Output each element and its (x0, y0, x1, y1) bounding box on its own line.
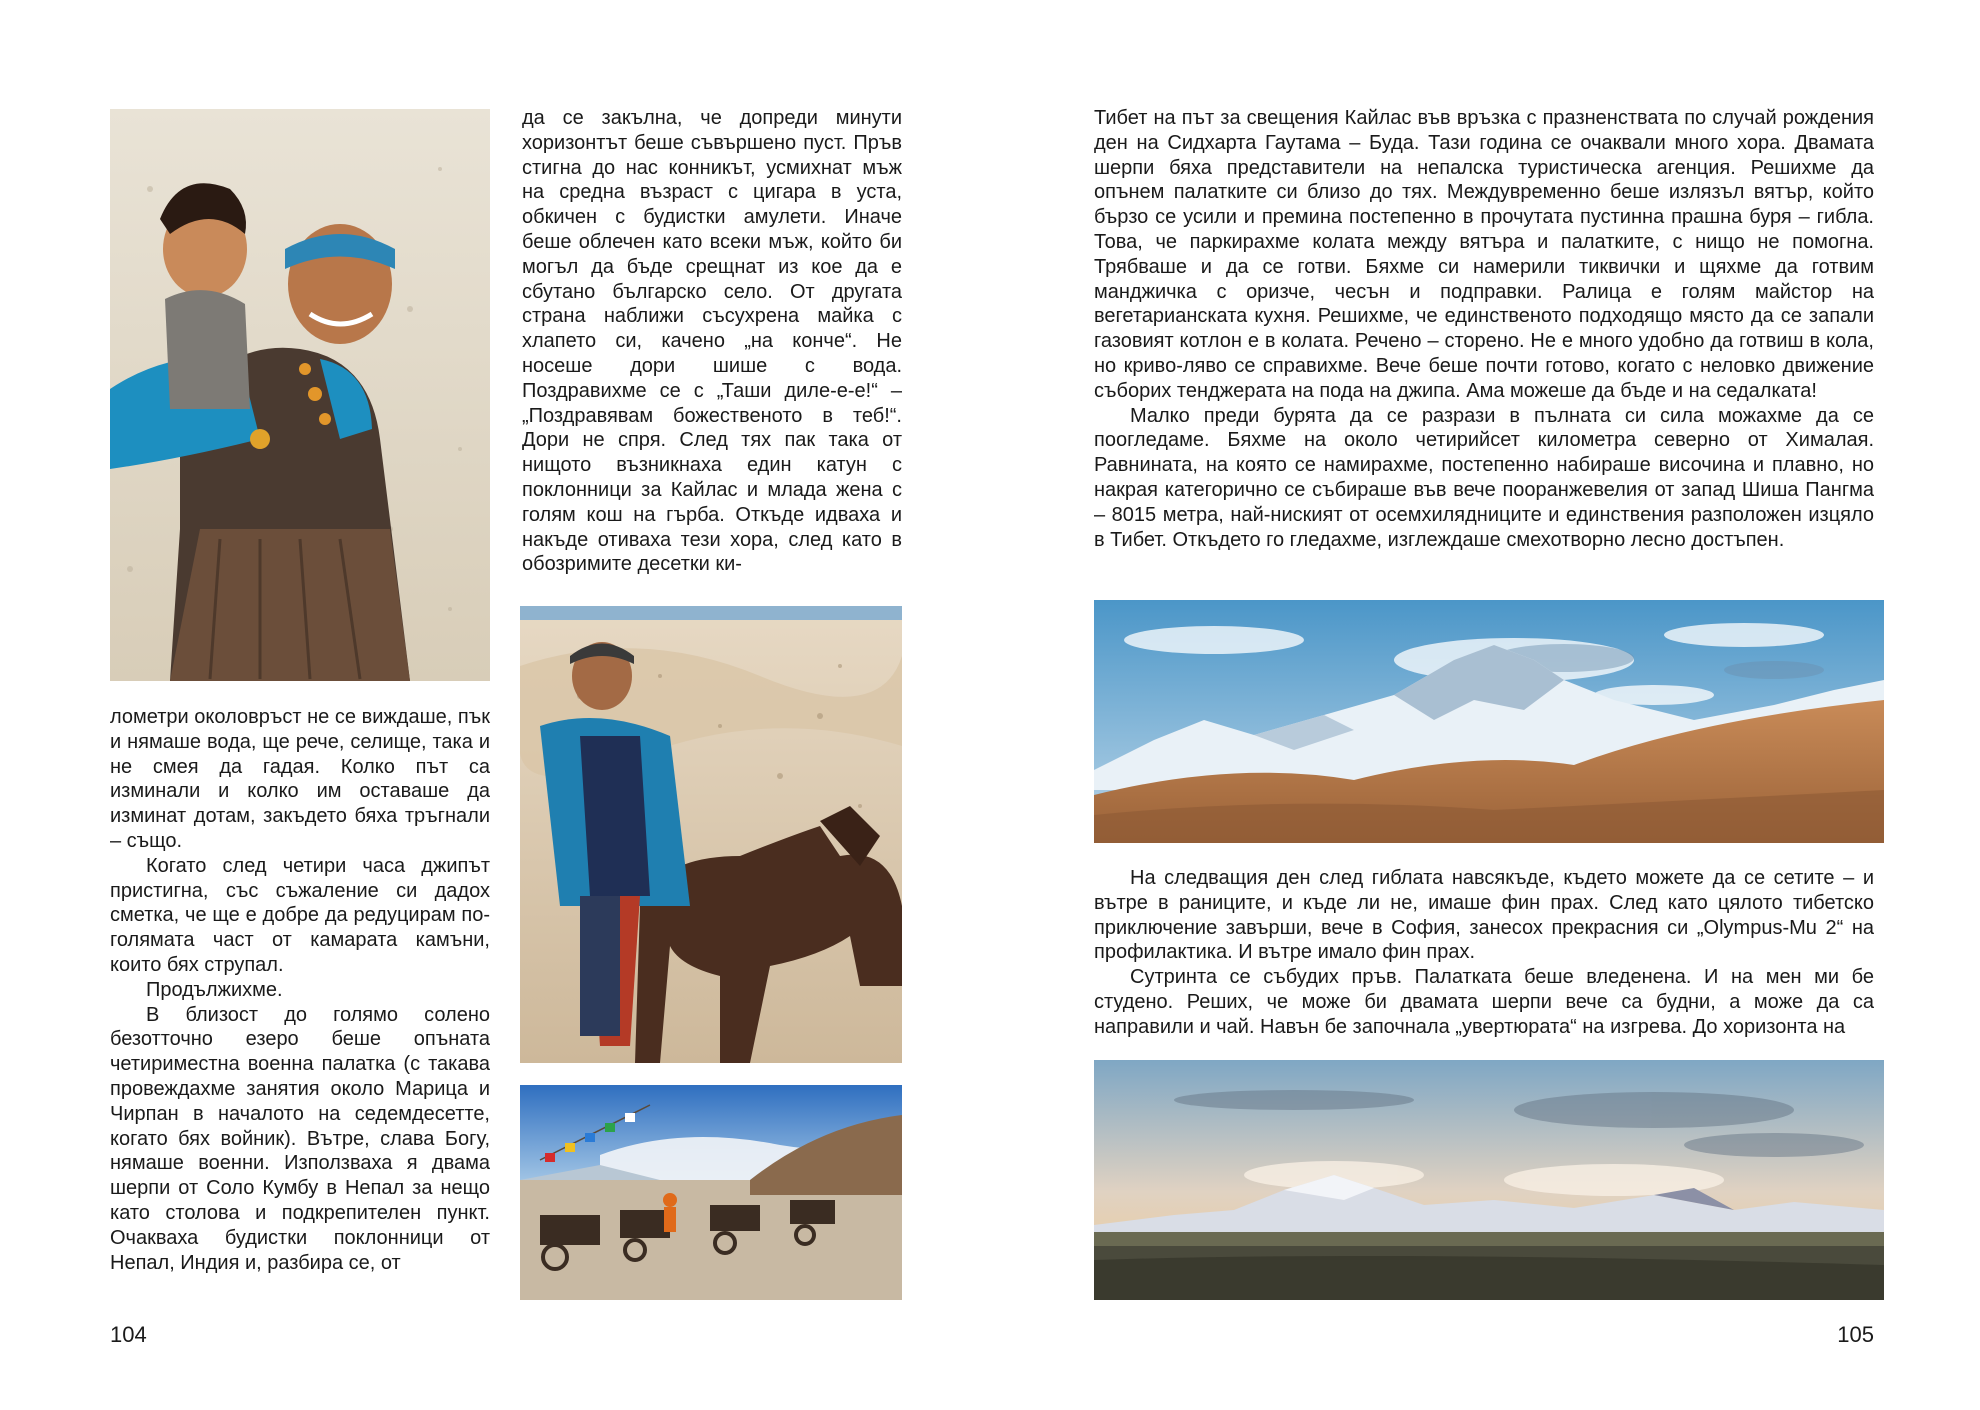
left-col1-paragraph-1: лометри околовръст не се виждаше, пък и нямаше вода, ще рече, селище, така и не смея да гадая. Колко път са изминали и колко им оставаше да изминат дотам, закъдето бяха тръгнали – също. (110, 706, 490, 852)
right-top-paragraph-1: Тибет на път за свещения Кайлас във връзка с празненствата по случай рождения ден на Сидхарта Гаутама – Буда. Тази година се очаквали много хора. Двамата шерпи бяха представители на непалска туристическа агенция. Решихме да опънем палатките си близо до тях. Междувременно беше излязъл вятър, който бързо се усили и премина постепенно в прочутата пустинна прашна буря – гибла. Това, че паркирахме колата между вятъра и палатките, с нищо не помогна. Трябваше и да се готви. Бяхме си намерили тиквички и щяхме да готвим манджичка с оризче, чесън и подправки. Ралица е голям майстор на вегетарианската кухня. Решихме, че единственото подходящо място да се запали газовият котлон е в колата. Речено – сторено. Не е много удобно да готвиш в кола, но криво-ляво се справихме. Вече беше почти готово, когато с неловко движение съборих тенджерата на пода на джипа. Ама можеше да бъде и на седалката! (1094, 107, 1874, 402)
left-col2-text (522, 106, 902, 582)
page-number-left: 104 (110, 1322, 147, 1347)
photo-pilgrim-caravan (520, 1085, 902, 1300)
photo-shisha-pangma (1094, 600, 1884, 843)
right-bottom-paragraph-1: На следващия ден след гиблата навсякъде, където можете да се сетите – и вътре в раниците, и къде ли не, имаше фин прах. След като цялото тибетско приключение завърши, вече в София, занесох прекрасния си „Olympus-Mu 2“ на профилактика. И вътре имало фин прах. (1094, 867, 1874, 964)
photo-horseman (520, 606, 902, 1063)
left-col1-paragraph-4: В близост до голямо солено безотточно езеро беше опъната четириместна военна палатка (с такава провеждахме занятия около Марица и Чирпан в началото на седемдесетте, когато бях войник). Вътре, слава Богу, нямаше военни. Използваха я двама шерпи от Соло Кумбу в Непал за нещо като столова и подкрепителен пункт. Очакваха будистки поклонници от Непал, Индия и, разбира се, от (110, 1003, 490, 1274)
left-col1-text (110, 705, 490, 1305)
right-page (990, 0, 1980, 1410)
photo-woman-with-child (110, 109, 490, 681)
right-top-text (1094, 106, 1874, 584)
left-col2-paragraph: да се закълна, че допреди минути хоризонтът беше съвършено пуст. Пръв стигна до нас конникът, усмихнат мъж на средна възраст с цигара в уста, обкичен с будистки амулети. Иначе беше облечен като всеки мъж, който би могъл да бъде срещнат из кое да е сбутано българско село. От другата страна наближи съсухрена майка с хлапето си, качено „на конче“. Не носеше дори шише с вода. Поздравихме се с „Таши диле-е-е!“ – „Поздравявам божественото в теб!“. Дори не спря. След тях пак така от нищото възникнаха един катун с поклонници за Кайлас и млада жена с голям кош на гърба. Откъде идваха и накъде отиваха тези хора, след като в обозримите десетки ки- (522, 107, 902, 576)
photo-himalaya-sunrise (1094, 1060, 1884, 1300)
right-bottom-text (1094, 866, 1874, 1050)
left-col1-paragraph-3: Продължихме. (146, 978, 283, 1001)
page-number-right: 105 (1837, 1322, 1874, 1347)
left-col1-paragraph-2: Когато след четири часа джипът пристигна, със съжаление си дадох сметка, че ще е добре да редуцирам по-голямата част от камарата камъни, които бях струпал. (110, 854, 490, 976)
right-bottom-paragraph-2: Сутринта се събудих пръв. Палатката беше вледенена. И на мен ми бе студено. Реших, че може би двамата шерпи вече са будни, а може да са направили и чай. Навън бе започнала „увертюрата“ на изгрева. До хоризонта на (1094, 966, 1874, 1038)
right-top-paragraph-2: Малко преди бурята да се разрази в пълната си сила можахме да се поогледаме. Бяхме на около четирийсет километра северно от Хималая. Равнината, на която се намирахме, постепенно набираше височина и плавно, но накрая категорично се събираше във вече пооранжевелия от запад Шиша Пангма – 8015 метра, най-ниският от осемхилядниците и единствения разположен изцяло в Тибет. Откъдето го гледахме, изглеждаше смехотворно лесно достъпен. (1094, 404, 1874, 551)
